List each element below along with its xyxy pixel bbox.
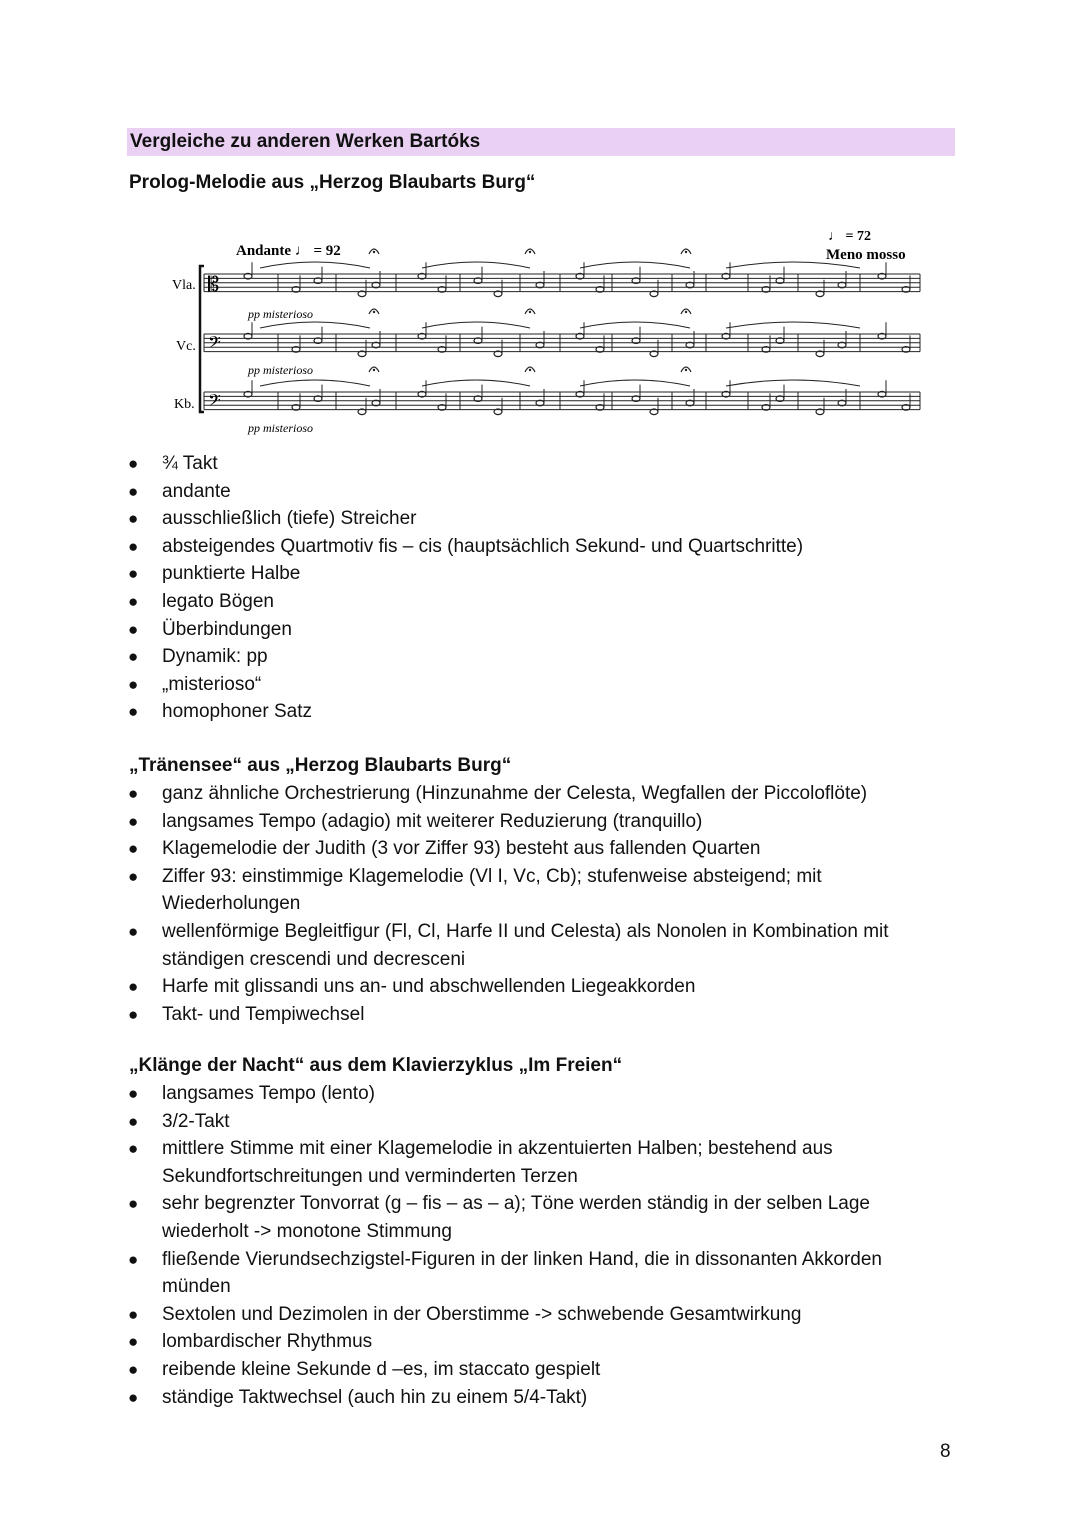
- list-item-text: 3/2-Takt: [162, 1110, 230, 1132]
- list-item-text: mittlere Stimme mit einer Klagemelodie in akzentuierten Halben; bestehend aus Sekundfortschreitungen und verminderten Terzen: [162, 1138, 833, 1187]
- bullet-icon: ●: [128, 1304, 139, 1324]
- bullet-icon: ●: [128, 1194, 139, 1214]
- list-item-text: punktierte Halbe: [162, 563, 301, 585]
- list-item-text: Ziffer 93: einstimmige Klagemelodie (Vl I, Vc, Cb); stufenweise absteigend; mit Wiederholungen: [162, 865, 822, 915]
- section-heading: Vergleiche zu anderen Werken Bartóks: [130, 131, 481, 152]
- bullet-icon: ●: [128, 1359, 139, 1379]
- list-item: [0, 643, 932, 671]
- bullet-icon: ●: [128, 702, 139, 722]
- list-item: [0, 1080, 932, 1108]
- bullet-icon: ●: [128, 619, 139, 639]
- list-item: [0, 588, 932, 616]
- list-item-text: Sextolen und Dezimolen in der Oberstimme -> schwebende Gesamtwirkung: [162, 1303, 802, 1325]
- traenensee-bullet-list: [0, 780, 932, 1028]
- list-item: [0, 835, 932, 863]
- list-item: [0, 780, 932, 808]
- dynamic-bass: pp misterioso: [248, 421, 314, 435]
- bullet-icon: ●: [128, 647, 139, 667]
- list-item-text: langsames Tempo (adagio) mit weiterer Reduzierung (tranquillo): [162, 810, 703, 832]
- list-item: [0, 1384, 932, 1412]
- prolog-title: Prolog-Melodie aus „Herzog Blaubarts Burg“: [129, 172, 536, 193]
- score-tempo-left: Andante ♩ = 92: [236, 243, 341, 259]
- staff-group: [204, 249, 920, 415]
- svg-text:𝄢: 𝄢: [208, 390, 221, 414]
- bullet-icon: ●: [128, 811, 139, 831]
- dynamic-cello: pp misterioso: [248, 363, 314, 377]
- list-item: [0, 698, 932, 726]
- list-item: [0, 1246, 932, 1301]
- list-item-text: Dynamik: pp: [162, 646, 268, 668]
- dynamic-viola: pp misterioso: [248, 307, 314, 321]
- bullet-icon: ●: [128, 977, 139, 997]
- bullet-icon: ●: [128, 591, 139, 611]
- bullet-icon: ●: [128, 839, 139, 859]
- list-item: [0, 973, 932, 1001]
- list-item: [0, 478, 932, 506]
- bullet-icon: ●: [128, 1004, 139, 1024]
- score-tempo-right-value: ♩ = 72: [828, 229, 871, 244]
- list-item-text: legato Bögen: [162, 590, 274, 612]
- list-item-text: Harfe mit glissandi uns an- und abschwellenden Liegeakkorden: [162, 976, 696, 998]
- list-item: [0, 918, 932, 973]
- instrument-label-cello: Vc.: [176, 339, 196, 354]
- score-tempo-right-label: Meno mosso: [826, 247, 906, 263]
- klaenge-bullet-list: [0, 1080, 932, 1411]
- bullet-icon: ●: [128, 674, 139, 694]
- bullet-icon: ●: [128, 481, 139, 501]
- list-item-text: Takt- und Tempiwechsel: [162, 1003, 365, 1025]
- list-item: [0, 616, 932, 644]
- prolog-bullet-list: [0, 450, 932, 726]
- list-item-text: reibende kleine Sekunde d –es, im staccato gespielt: [162, 1358, 601, 1380]
- list-item-text: ¾ Takt: [162, 453, 218, 474]
- bullet-icon: ●: [128, 1111, 139, 1131]
- section-heading-bar: [127, 128, 955, 156]
- bullet-icon: ●: [128, 866, 139, 886]
- instrument-label-bass: Kb.: [174, 397, 195, 412]
- bullet-icon: ●: [128, 1249, 139, 1269]
- list-item-text: „misterioso“: [162, 673, 262, 695]
- list-item-text: ausschließlich (tiefe) Streicher: [162, 508, 417, 530]
- bullet-icon: ●: [128, 1084, 139, 1103]
- list-item-text: ganz ähnliche Orchestrierung (Hinzunahme der Celesta, Wegfallen der Piccoloflöte): [162, 783, 868, 804]
- list-item-text: wellenförmige Begleitfigur (Fl, Cl, Harfe II und Celesta) als Nonolen in Kombination mit ständigen crescendi und decresceni: [162, 920, 889, 970]
- bullet-icon: ●: [128, 1139, 139, 1159]
- bullet-icon: ●: [128, 1387, 139, 1407]
- list-item: [0, 1001, 932, 1029]
- bullet-icon: ●: [128, 536, 139, 556]
- bullet-icon: ●: [128, 1332, 139, 1352]
- list-item-text: ständige Taktwechsel (auch hin zu einem 5/4-Takt): [162, 1386, 588, 1408]
- bullet-icon: ●: [128, 509, 139, 529]
- bullet-icon: ●: [128, 921, 139, 941]
- list-item: [0, 808, 932, 836]
- page-number: 8: [940, 1441, 951, 1462]
- list-item: [0, 1328, 932, 1356]
- list-item: [0, 1301, 932, 1329]
- bullet-icon: ●: [128, 784, 139, 803]
- svg-text:𝄡: 𝄡: [208, 272, 220, 296]
- list-item: [0, 1108, 932, 1136]
- list-item: [0, 1135, 932, 1190]
- list-item: [0, 1190, 932, 1245]
- list-item: [0, 671, 932, 699]
- traenensee-title: „Tränensee“ aus „Herzog Blaubarts Burg“: [129, 755, 512, 776]
- instrument-label-viola: Vla.: [172, 278, 196, 293]
- score-excerpt: [160, 222, 940, 448]
- list-item-text: absteigendes Quartmotiv fis – cis (hauptsächlich Sekund- und Quartschritte): [162, 535, 804, 557]
- list-item-text: homophoner Satz: [162, 701, 312, 723]
- list-item: [0, 560, 932, 588]
- list-item-text: fließende Vierundsechzigstel-Figuren in der linken Hand, die in dissonanten Akkorden münden: [162, 1248, 882, 1298]
- bullet-icon: ●: [128, 454, 139, 473]
- list-item-text: Klagemelodie der Judith (3 vor Ziffer 93) besteht aus fallenden Quarten: [162, 838, 761, 860]
- svg-text:𝄢: 𝄢: [208, 332, 221, 356]
- list-item: [0, 1356, 932, 1384]
- klaenge-title: „Klänge der Nacht“ aus dem Klavierzyklus „Im Freien“: [129, 1055, 623, 1076]
- list-item: [0, 863, 932, 918]
- list-item-text: Überbindungen: [162, 618, 292, 640]
- list-item-text: sehr begrenzter Tonvorrat (g – fis – as – a); Töne werden ständig in der selben Lage wiederholt -> monotone Stimmung: [162, 1193, 871, 1242]
- list-item-text: lombardischer Rhythmus: [162, 1331, 373, 1353]
- list-item: [0, 533, 932, 561]
- list-item: [0, 505, 932, 533]
- list-item: [0, 450, 932, 478]
- list-item-text: langsames Tempo (lento): [162, 1083, 375, 1104]
- list-item-text: andante: [162, 480, 231, 502]
- bullet-icon: ●: [128, 564, 139, 584]
